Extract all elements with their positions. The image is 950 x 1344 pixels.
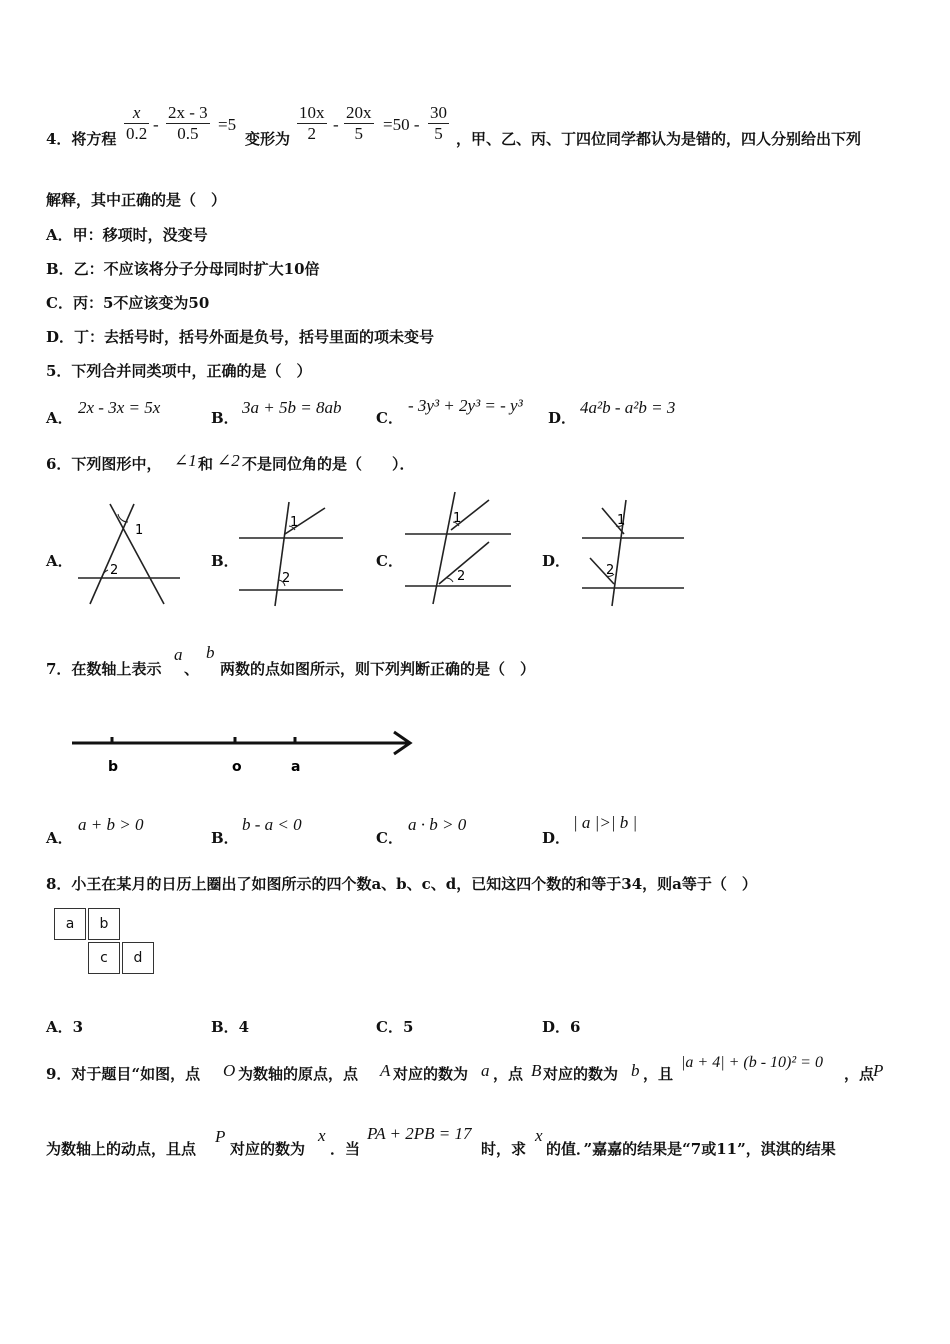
q4-frac5-denominator: 5 (434, 124, 443, 143)
q7-var-a: a (174, 645, 183, 664)
q4-tail: ，甲、乙、丙、丁四位同学都认为是错的，四人分别给出下列 (456, 130, 862, 148)
q8-option-c: C．5 (376, 1018, 414, 1036)
q5-label-b: B． (211, 409, 239, 427)
q7-expr-a: a + b > 0 (78, 815, 144, 834)
q9-line2-point-p: P (215, 1127, 226, 1146)
q9-point-p: P (873, 1061, 884, 1080)
q4-frac4-numerator: 20x (346, 103, 372, 122)
q5-stem: 5．下列合并同类项中，正确的是（ ） (46, 362, 312, 380)
q6-label-c: C． (376, 552, 403, 570)
q4-fraction-4 (344, 103, 374, 144)
q4-frac3-numerator: 10x (299, 103, 325, 122)
q4-option-c: C．丙：5不应该变为50 (46, 294, 210, 312)
q7-stem-a: 7．在数轴上表示 (46, 660, 162, 678)
q6b-mark-1: 1 (290, 515, 299, 530)
q6-label-b: B． (211, 552, 239, 570)
q4-equals-1: =5 (218, 115, 237, 134)
q7-axis-label-b: b (108, 759, 119, 775)
q7-separator: 、 (184, 660, 200, 678)
q4-frac4-denominator: 5 (354, 124, 363, 143)
q9-point-a: A (380, 1061, 391, 1080)
q6c-mark-1: 1 (453, 511, 462, 526)
q4-frac2-numerator: 2x - 3 (168, 103, 208, 122)
q9-part-5: 对应的数为 (543, 1065, 619, 1083)
q9-line2-b: 对应的数为 (230, 1140, 306, 1158)
q9-part-1: 9．对于题目“如图，点 (46, 1065, 201, 1083)
q6a-mark-1: 1 (135, 523, 144, 538)
q7-expr-c: a · b > 0 (408, 815, 467, 834)
q4-fraction-2 (166, 103, 210, 144)
q6c-mark-2: 2 (457, 569, 466, 584)
q4-stem-line2: 解释，其中正确的是（ ） (46, 191, 227, 209)
q7-label-c: C． (376, 829, 403, 847)
q5-label-c: C． (376, 409, 403, 427)
q8-cell-b: b (88, 908, 120, 940)
q6a-mark-2: 2 (110, 563, 119, 578)
q8-stem: 8．小王在某月的日历上圈出了如图所示的四个数a、b、c、d，已知这四个数的和等于34，则a等于（ ） (46, 875, 757, 893)
q8-option-d: D．6 (542, 1018, 581, 1036)
q5-label-d: D． (548, 409, 577, 427)
q6b-mark-2: 2 (282, 571, 291, 586)
q7-number-line (68, 726, 418, 778)
q6-label-d: D． (542, 552, 571, 570)
q4-fraction-5 (428, 103, 449, 144)
q4-equals-2: =50 - (383, 115, 420, 134)
q6-stem-a: 6．下列图形中， (46, 455, 162, 473)
q9-line2-a: 为数轴上的动点，且点 (46, 1140, 197, 1158)
q6d-mark-1: 1 (617, 513, 626, 528)
q9-condition-2: PA + 2PB = 17 (367, 1124, 472, 1143)
q6-figure-a (74, 500, 184, 606)
q4-frac1-numerator: x (132, 103, 141, 122)
q4-minus-1: - (153, 115, 159, 134)
q4-number: 4．将方程 (46, 130, 117, 148)
q4-option-b: B．乙：不应该将分子分母同时扩大10倍 (46, 260, 320, 278)
q6-and: 和 (198, 455, 214, 473)
q9-part-6: ，且 (643, 1065, 674, 1083)
q7-label-b: B． (211, 829, 239, 847)
q4-frac5-numerator: 30 (430, 103, 447, 122)
q9-var-b: b (631, 1061, 640, 1080)
q9-condition: |a + 4| + (b - 10)² = 0 (681, 1054, 823, 1071)
q7-axis-label-o: o (232, 759, 242, 775)
q6-angle-1: ∠1 (174, 451, 197, 470)
q9-part-4: ，点 (493, 1065, 524, 1083)
q9-var-a: a (481, 1061, 490, 1080)
q4-frac3-denominator: 2 (307, 124, 316, 143)
q8-cell-d: d (122, 942, 154, 974)
q5-expr-c: - 3y³ + 2y³ = - y³ (408, 396, 523, 415)
q6-stem-b: 不是同位角的是（ ）． (242, 455, 415, 473)
q8-cell-a: a (54, 908, 86, 940)
q5-expr-d: 4a²b - a²b = 3 (580, 398, 676, 417)
q9-line2-var-x2: x (535, 1126, 543, 1145)
q7-label-d: D． (542, 829, 571, 847)
q8-option-b: B．4 (211, 1018, 250, 1036)
q8-option-a: A．3 (46, 1018, 84, 1036)
q6-angle-2: ∠2 (217, 451, 240, 470)
q5-expr-a: 2x - 3x = 5x (78, 398, 161, 417)
q7-stem-b: 两数的点如图所示，则下列判断正确的是（ ） (220, 660, 536, 678)
q4-frac2-denominator: 0.5 (177, 124, 199, 143)
q9-line2-c: ．当 (330, 1140, 361, 1158)
q9-point-b: B (531, 1061, 542, 1080)
q4-minus-2: - (333, 115, 339, 134)
q7-label-a: A． (46, 829, 73, 847)
q9-line2-var-x: x (318, 1126, 326, 1145)
q6-figure-c (403, 490, 515, 606)
q4-option-a: A．甲：移项时，没变号 (46, 226, 208, 244)
q6-label-a: A． (46, 552, 73, 570)
q5-label-a: A． (46, 409, 73, 427)
q4-option-d: D．丁：去括号时，括号外面是负号，括号里面的项未变号 (46, 328, 435, 346)
q5-expr-b: 3a + 5b = 8ab (242, 398, 342, 417)
q8-cell-c: c (88, 942, 120, 974)
q9-line2-e: 的值．”嘉嘉的结果是“7或11”，淇淇的结果 (546, 1140, 836, 1158)
q9-line2-d: 时，求 (481, 1140, 527, 1158)
q9-part-2: 为数轴的原点，点 (238, 1065, 359, 1083)
q7-axis-label-a: a (291, 759, 301, 775)
q4-fraction-1 (124, 103, 149, 144)
q7-expr-b: b - a < 0 (242, 815, 302, 834)
q9-part-7: ，点 (844, 1065, 875, 1083)
q6d-mark-2: 2 (606, 563, 615, 578)
q4-frac1-denominator: 0.2 (126, 124, 148, 143)
q9-point-o: O (223, 1061, 236, 1080)
q4-mid-text: 变形为 (245, 130, 291, 148)
q6-figure-b (237, 498, 347, 608)
q7-var-b: b (206, 643, 215, 662)
q7-expr-d: | a |>| b | (573, 813, 638, 832)
q9-part-3: 对应的数为 (393, 1065, 469, 1083)
q4-fraction-3 (297, 103, 327, 144)
q8-calendar-figure (54, 908, 158, 976)
q6-figure-d (580, 498, 686, 608)
